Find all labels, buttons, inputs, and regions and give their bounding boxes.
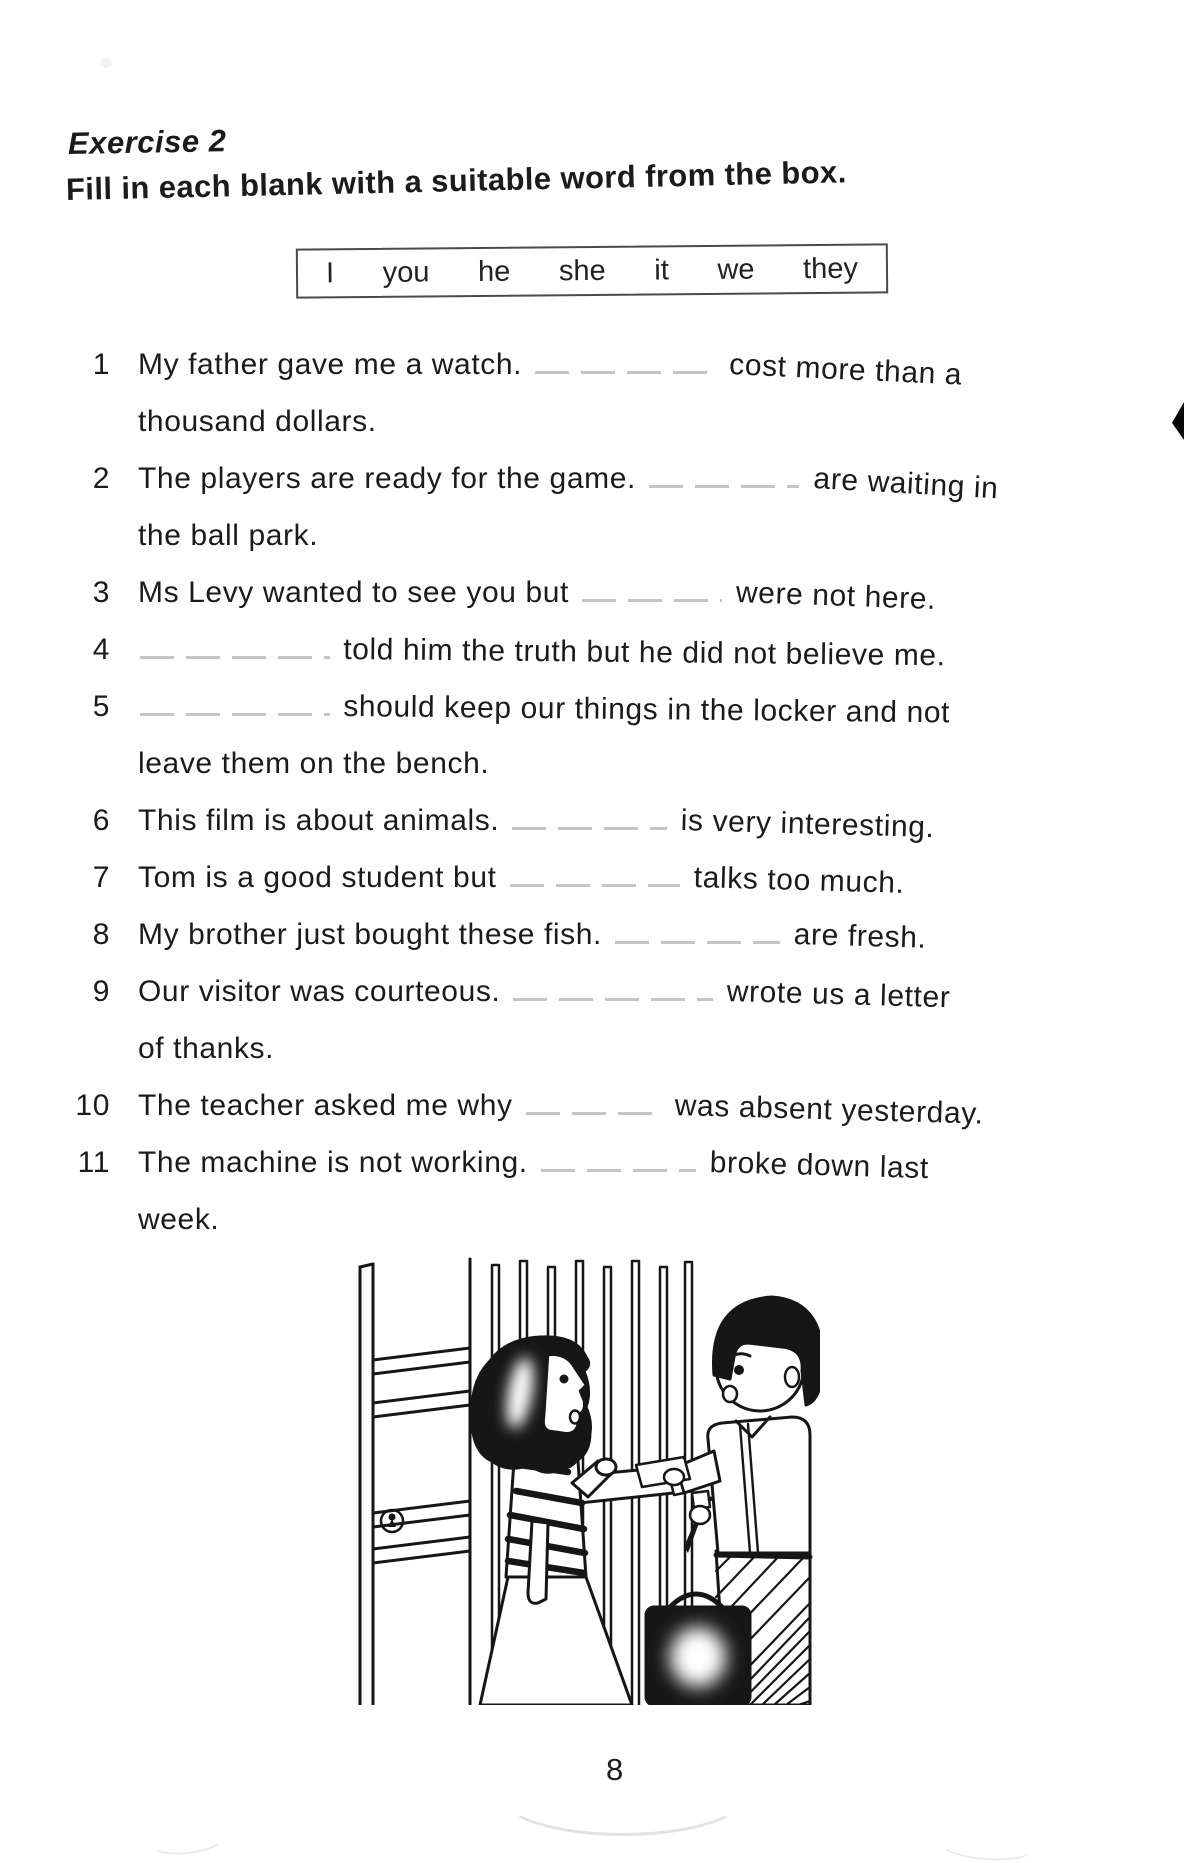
instruction-text: Fill in each blank with a suitable word from the box. (65, 154, 847, 207)
exercise-item (70, 678, 1100, 792)
answer-blank-8[interactable] (615, 941, 780, 944)
pronoun-option: I (325, 256, 335, 289)
answer-blank-5[interactable] (140, 713, 330, 716)
item-number: 7 (92, 861, 110, 894)
scan-smudge (149, 1824, 225, 1858)
pronoun-option: it (654, 253, 669, 286)
item-text: told him the truth but he did not believe me. (138, 621, 1100, 678)
answer-blank-2[interactable] (649, 485, 799, 488)
answer-blank-1[interactable] (535, 371, 715, 374)
item-text: The machine is not working. broke down last week. (138, 1146, 930, 1236)
scan-smudge (939, 1829, 1035, 1863)
item-text: My brother just bought these fish. are fresh. (138, 918, 927, 955)
answer-blank-7[interactable] (510, 884, 680, 887)
answer-blank-11[interactable] (541, 1169, 696, 1172)
exercise-title: Exercise 2 (67, 123, 227, 161)
scan-binding-mark (1172, 402, 1184, 440)
exercise-item (70, 849, 1100, 906)
item-text: should keep our things in the locker and not leave them on the bench. (138, 690, 951, 780)
pronoun-option: you (382, 255, 430, 289)
item-number: 11 (77, 1146, 110, 1179)
item-number: 2 (92, 462, 110, 495)
answer-blank-9[interactable] (513, 998, 713, 1001)
woman-figure (472, 1337, 632, 1705)
item-text: The players are ready for the game. are waiting in the ball park. (138, 462, 1000, 552)
item-number: 8 (92, 918, 110, 951)
door-delivery-illustration (340, 1255, 820, 1705)
exercise-item (70, 621, 1100, 678)
exercise-item (70, 1134, 1100, 1248)
item-number: 5 (92, 690, 110, 723)
item-text: Tom is a good student but talks too much. (138, 861, 905, 900)
exercise-item (70, 906, 1100, 963)
item-number: 4 (92, 633, 110, 666)
answer-blank-6[interactable] (512, 827, 667, 830)
answer-blank-10[interactable] (526, 1112, 661, 1115)
exercise-item (70, 1077, 1100, 1134)
exercise-item-list (70, 336, 1100, 1248)
item-text: The teacher asked me why was absent yesterday. (138, 1089, 984, 1131)
pronoun-option: he (477, 255, 511, 288)
item-number: 9 (92, 975, 110, 1008)
man-figure (636, 1297, 820, 1705)
door (360, 1259, 470, 1705)
exercise-item (70, 336, 1100, 450)
exercise-item (70, 564, 1100, 621)
item-text: This film is about animals. is very interesting. (138, 804, 936, 845)
item-text: Our visitor was courteous. wrote us a letter of thanks. (138, 975, 952, 1065)
pronoun-word-box (296, 243, 888, 298)
exercise-item (70, 450, 1100, 564)
page-number: 8 (606, 1752, 624, 1787)
item-number: 10 (75, 1089, 110, 1122)
answer-blank-3[interactable] (582, 599, 722, 602)
footer-arc-decoration (500, 1756, 746, 1836)
item-number: 6 (92, 804, 110, 837)
pronoun-option: she (558, 254, 606, 287)
pronoun-option: we (717, 253, 755, 286)
item-number: 1 (92, 348, 110, 381)
scan-smudge (100, 58, 112, 68)
pronoun-option: they (802, 252, 859, 285)
item-text: My father gave me a watch. cost more than a thousand dollars. (138, 348, 963, 438)
item-number: 3 (92, 576, 110, 609)
item-text: Ms Levy wanted to see you but were not here. (138, 576, 937, 616)
answer-blank-4[interactable] (140, 656, 330, 659)
exercise-item (70, 963, 1100, 1077)
exercise-item (70, 792, 1100, 849)
